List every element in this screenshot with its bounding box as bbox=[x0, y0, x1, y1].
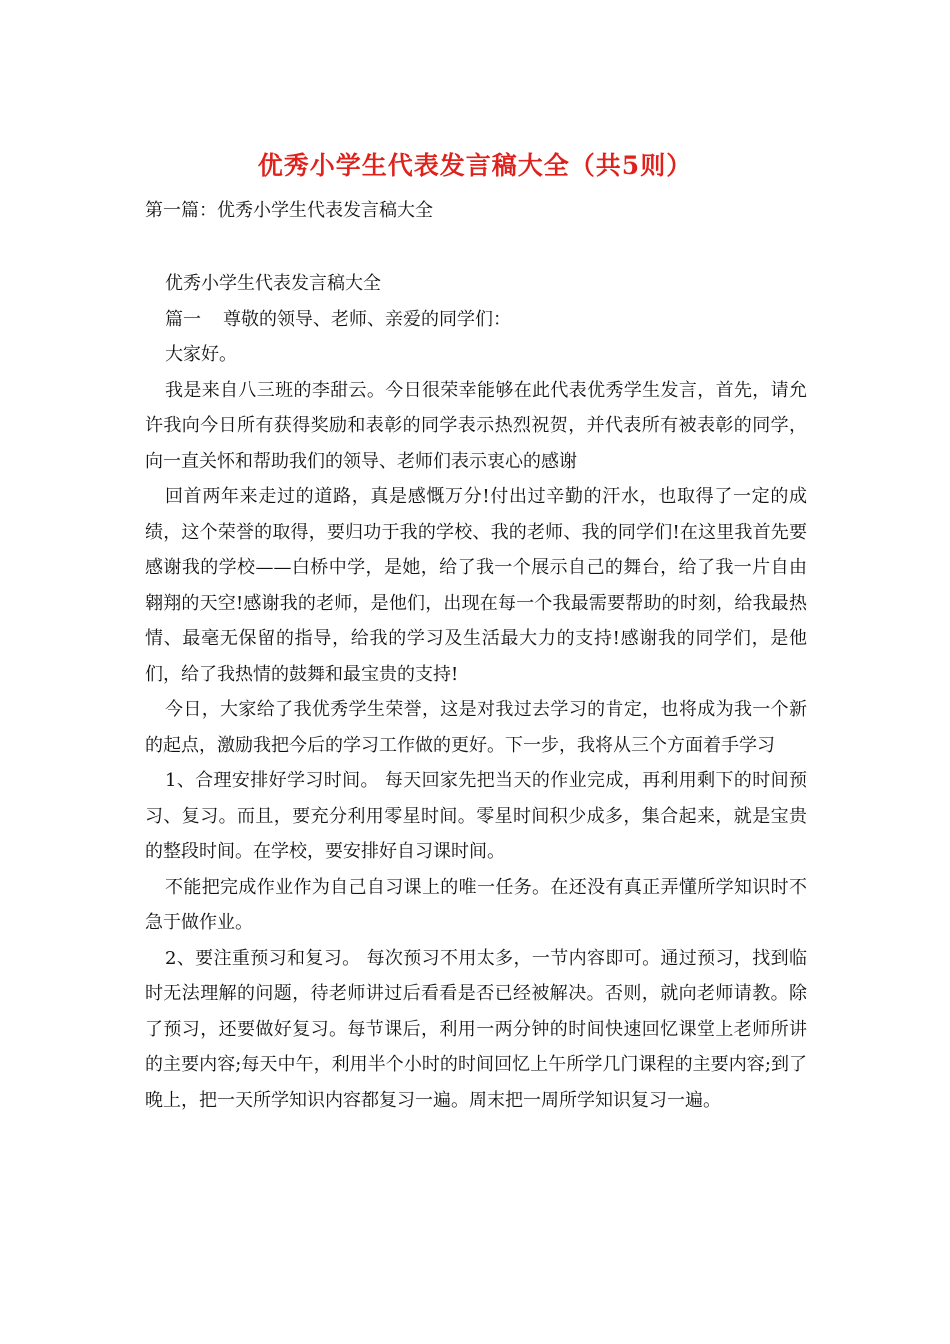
paragraph: 1、合理安排好学习时间。 每天回家先把当天的作业完成，再利用剩下的时间预习、复习。而且，要充分利用零星时间。零星时间积少成多，集合起来，就是宝贵的整段时间。在学校，要安排好自习课时间。 bbox=[145, 770, 807, 862]
greeting-line bbox=[145, 302, 807, 338]
paragraph: 大家好。 bbox=[165, 344, 237, 365]
section-heading: 第一篇：优秀小学生代表发言稿大全 bbox=[145, 200, 433, 221]
speech-subtitle: 优秀小学生代表发言稿大全 bbox=[165, 273, 381, 294]
paragraph: 今日，大家给了我优秀学生荣誉，这是对我过去学习的肯定，也将成为我一个新的起点，激励我把今后的学习工作做的更好。下一步，我将从三个方面着手学习 bbox=[145, 699, 807, 756]
document-title: 优秀小学生代表发言稿大全（共5则） bbox=[257, 151, 693, 180]
paragraph: 回首两年来走过的道路，真是感慨万分!付出过辛勤的汗水，也取得了一定的成绩，这个荣誉的取得，要归功于我的学校、我的老师、我的同学们!在这里我首先要感谢我的学校——白桥中学，是她，给了我一个展示自己的舞台，给了我一片自由翱翔的天空!感谢我的老师，是他们，出现在每一个我最需要帮助的时刻，给我最热情、最毫无保留的指导，给我的学习及生活最大力的支持!感谢我的同学们，是他们，给了我热情的鼓舞和最宝贵的支持! bbox=[145, 486, 807, 685]
greeting-label: 篇一 bbox=[165, 308, 201, 330]
paragraph: 不能把完成作业作为自己自习课上的唯一任务。在还没有真正弄懂所学知识时不急于做作业。 bbox=[145, 876, 807, 933]
greeting-text: 尊敬的领导、老师、亲爱的同学们： bbox=[223, 308, 511, 330]
paragraph: 2、要注重预习和复习。 每次预习不用太多，一节内容即可。通过预习，找到临时无法理解的问题，待老师讲过后看看是否已经被解决。否则，就向老师请教。除了预习，还要做好复习。每节课后，利用一两分钟的时间快速回忆课堂上老师所讲的主要内容;每天中午，利用半个小时的时间回忆上午所学几门课程的主要内容;到了晚上，把一天所学知识内容都复习一遍。周末把一周所学知识复习一遍。 bbox=[145, 947, 808, 1111]
document-body bbox=[145, 266, 807, 1118]
paragraph: 我是来自八三班的李甜云。今日很荣幸能够在此代表优秀学生发言，首先，请允许我向今日所有获得奖励和表彰的同学表示热烈祝贺，并代表所有被表彰的同学，向一直关怀和帮助我们的领导、老师们表示衷心的感谢 bbox=[145, 379, 807, 472]
